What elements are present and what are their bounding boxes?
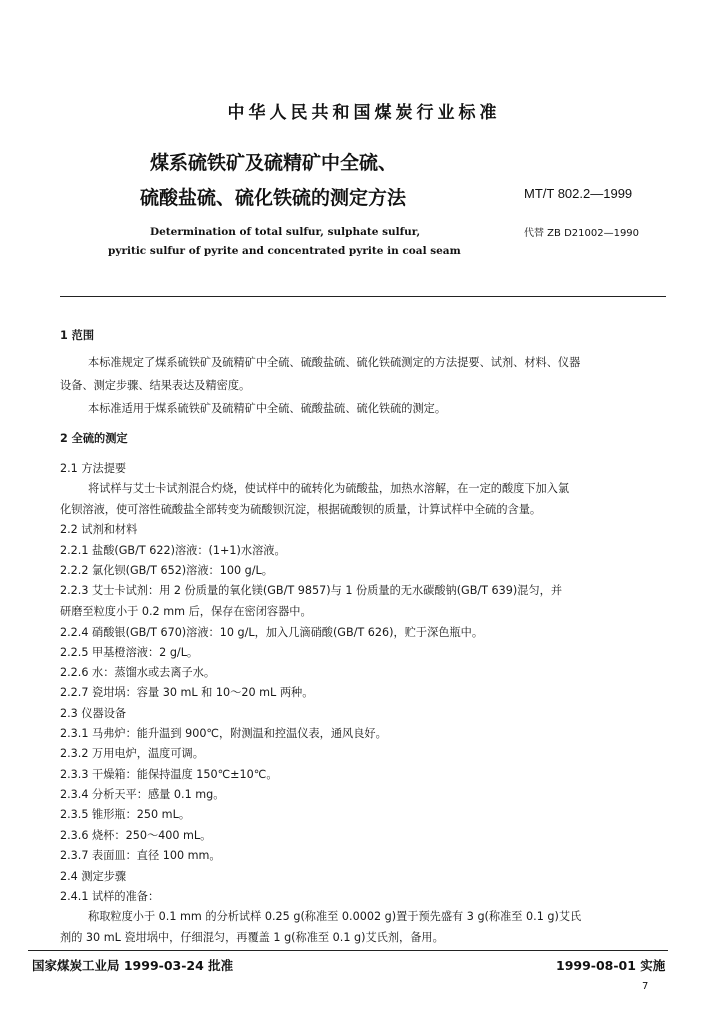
title-en-line1: Determination of total sulfur, sulphate sulfur, — [150, 226, 421, 238]
title-cn-line2: 硫酸盐硫、硫化铁硫的测定方法 — [140, 187, 407, 209]
paragraph-line: 将试样与艾士卡试剂混合灼烧，使试样中的硫转化为硫酸盐，加热水溶解，在一定的酸度下加入氯 — [88, 482, 570, 495]
subsection-heading: 2.3 仪器设备 — [60, 707, 127, 720]
paragraph-line: 剂的 30 mL 瓷坩埚中，仔细混匀，再覆盖 1 g(称准至 0.1 g)艾氏剂，备用。 — [60, 931, 444, 944]
clause-line: 2.2.2 氯化钡(GB/T 652)溶液：100 g/L。 — [60, 564, 273, 577]
page-number: 7 — [642, 981, 649, 992]
paragraph-line: 称取粒度小于 0.1 mm 的分析试样 0.25 g(称准至 0.0002 g)置于预先盛有 3 g(称准至 0.1 g)艾氏 — [88, 910, 582, 923]
clause-line: 2.2.7 瓷坩埚：容量 30 mL 和 10～20 mL 两种。 — [60, 686, 314, 699]
replaces-standard: 代替 ZB D21002—1990 — [524, 228, 640, 239]
clause-line: 2.3.6 烧杯：250～400 mL。 — [60, 829, 212, 842]
clause-line: 2.3.7 表面皿：直径 100 mm。 — [60, 849, 221, 862]
clause-line: 2.3.2 万用电炉，温度可调。 — [60, 747, 204, 760]
clause-line: 2.2.6 水：蒸馏水或去离子水。 — [60, 666, 216, 679]
clause-line: 2.3.5 锥形瓶：250 mL。 — [60, 808, 191, 821]
clause-line: 2.2.4 硝酸银(GB/T 670)溶液：10 g/L，加入几滴硝酸(GB/T 626)，贮于深色瓶中。 — [60, 626, 484, 639]
clause-line: 2.2.5 甲基橙溶液：2 g/L。 — [60, 646, 199, 659]
clause-line: 2.2.1 盐酸(GB/T 622)溶液：(1+1)水溶液。 — [60, 544, 286, 557]
clause-line: 研磨至粒度小于 0.2 mm 后，保存在密闭容器中。 — [60, 605, 312, 618]
subsection-heading: 2.2 试剂和材料 — [60, 523, 138, 536]
title-en-line2: pyritic sulfur of pyrite and concentrated pyrite in coal seam — [108, 245, 461, 257]
paragraph-line: 设备、测定步骤、结果表达及精密度。 — [60, 379, 251, 392]
clause-line: 2.3.3 干燥箱：能保持温度 150℃±10℃。 — [60, 768, 278, 781]
subsection-heading: 2.4 测定步骤 — [60, 870, 127, 883]
clause-line: 2.3.1 马弗炉：能升温到 900℃，附测温和控温仪表，通风良好。 — [60, 727, 387, 740]
implementation-date: 1999-08-01 实施 — [556, 958, 666, 973]
issuing-authority-header: 中华人民共和国煤炭行业标准 — [227, 103, 501, 123]
clause-line: 2.2.3 艾士卡试剂：用 2 份质量的氧化镁(GB/T 9857)与 1 份质量的无水碳酸钠(GB/T 639)混匀，并 — [60, 584, 563, 597]
subsection-heading: 2.1 方法提要 — [60, 462, 127, 475]
footer-rule — [28, 950, 668, 951]
section-heading: 1 范围 — [60, 329, 95, 342]
header-rule — [60, 296, 666, 297]
paragraph-line: 本标准规定了煤系硫铁矿及硫精矿中全硫、硫酸盐硫、硫化铁硫测定的方法提要、试剂、材料、仪器 — [88, 356, 581, 369]
approval-date: 国家煤炭工业局 1999-03-24 批准 — [32, 958, 234, 973]
clause-line: 2.4.1 试样的准备： — [60, 890, 160, 903]
paragraph-line: 化钡溶液，使可溶性硫酸盐全部转变为硫酸钡沉淀，根据硫酸钡的质量，计算试样中全硫的含量。 — [60, 503, 542, 516]
standard-number: MT/T 802.2—1999 — [524, 186, 633, 201]
paragraph-line: 本标准适用于煤系硫铁矿及硫精矿中全硫、硫酸盐硫、硫化铁硫的测定。 — [88, 402, 447, 415]
section-heading: 2 全硫的测定 — [60, 432, 128, 445]
title-cn-line1: 煤系硫铁矿及硫精矿中全硫、 — [150, 152, 398, 174]
clause-line: 2.3.4 分析天平：感量 0.1 mg。 — [60, 788, 225, 801]
